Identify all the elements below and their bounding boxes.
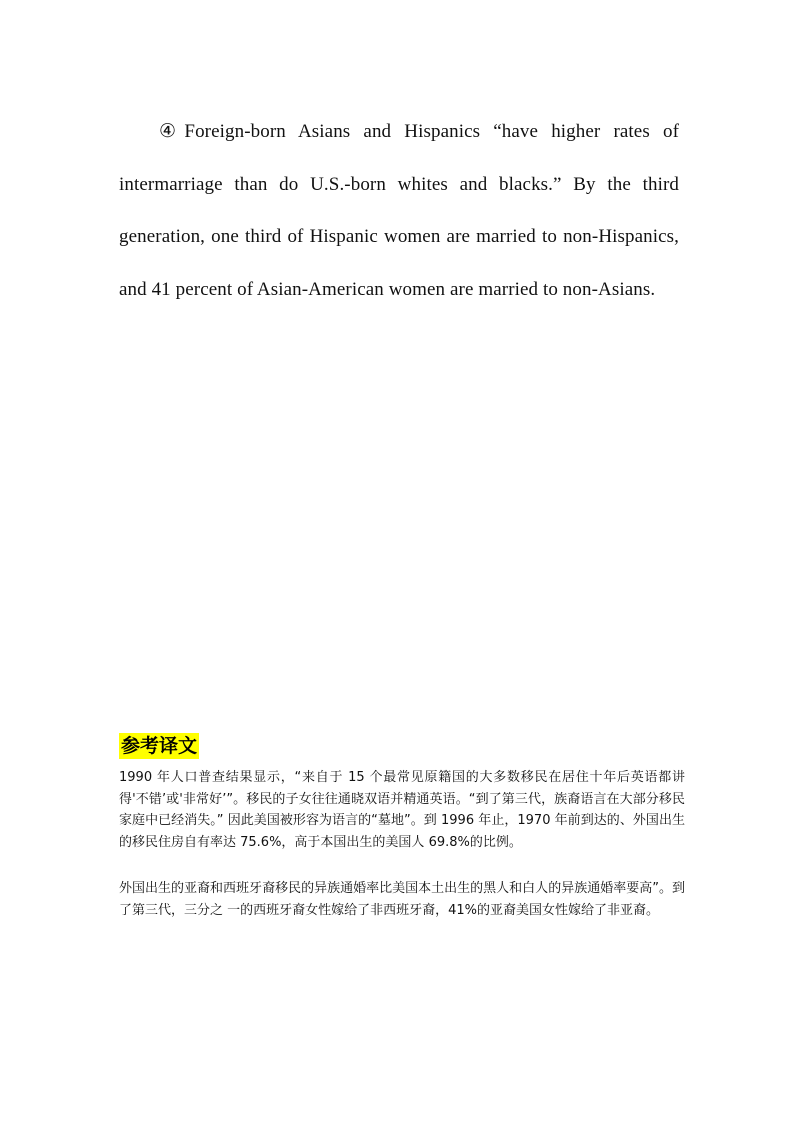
translation-paragraph-1: 1990 年人口普查结果显示，“来自于 15 个最常见原籍国的大多数移民在居住十年后英语都讲得'不错’或'非常好’”。移民的子女往往通晓双语并精通英语。“到了第三代，族裔语言在大部分移民家庭中已经消失。” 因此美国被形容为语言的“墓地”。到 1996 年止，1970 年前到达的、外国出生的移民住房自有率达 75.6%，高于本国出生的美国人 69.8%的比例。 [119,770,685,850]
translation-paragraph-2: 外国出生的亚裔和西班牙裔移民的异族通婚率比美国本土出生的黑人和白人的异族通婚率要高”。到了第三代，三分之 一的西班牙裔女性嫁给了非西班牙裔，41%的亚裔美国女性嫁给了非亚裔。 [119,881,685,918]
translation-heading-container [119,733,199,759]
english-paragraph: ④Foreign-born Asians and Hispanics “have higher rates of intermarriage than do U.S.-born whites and blacks.” By the third generation, one third of Hispanic women are married to non-Hispanics, and 41 percent of Asian-American women are married to non-Asians. [119,121,679,300]
translation-heading: 参考译文 [121,735,198,757]
